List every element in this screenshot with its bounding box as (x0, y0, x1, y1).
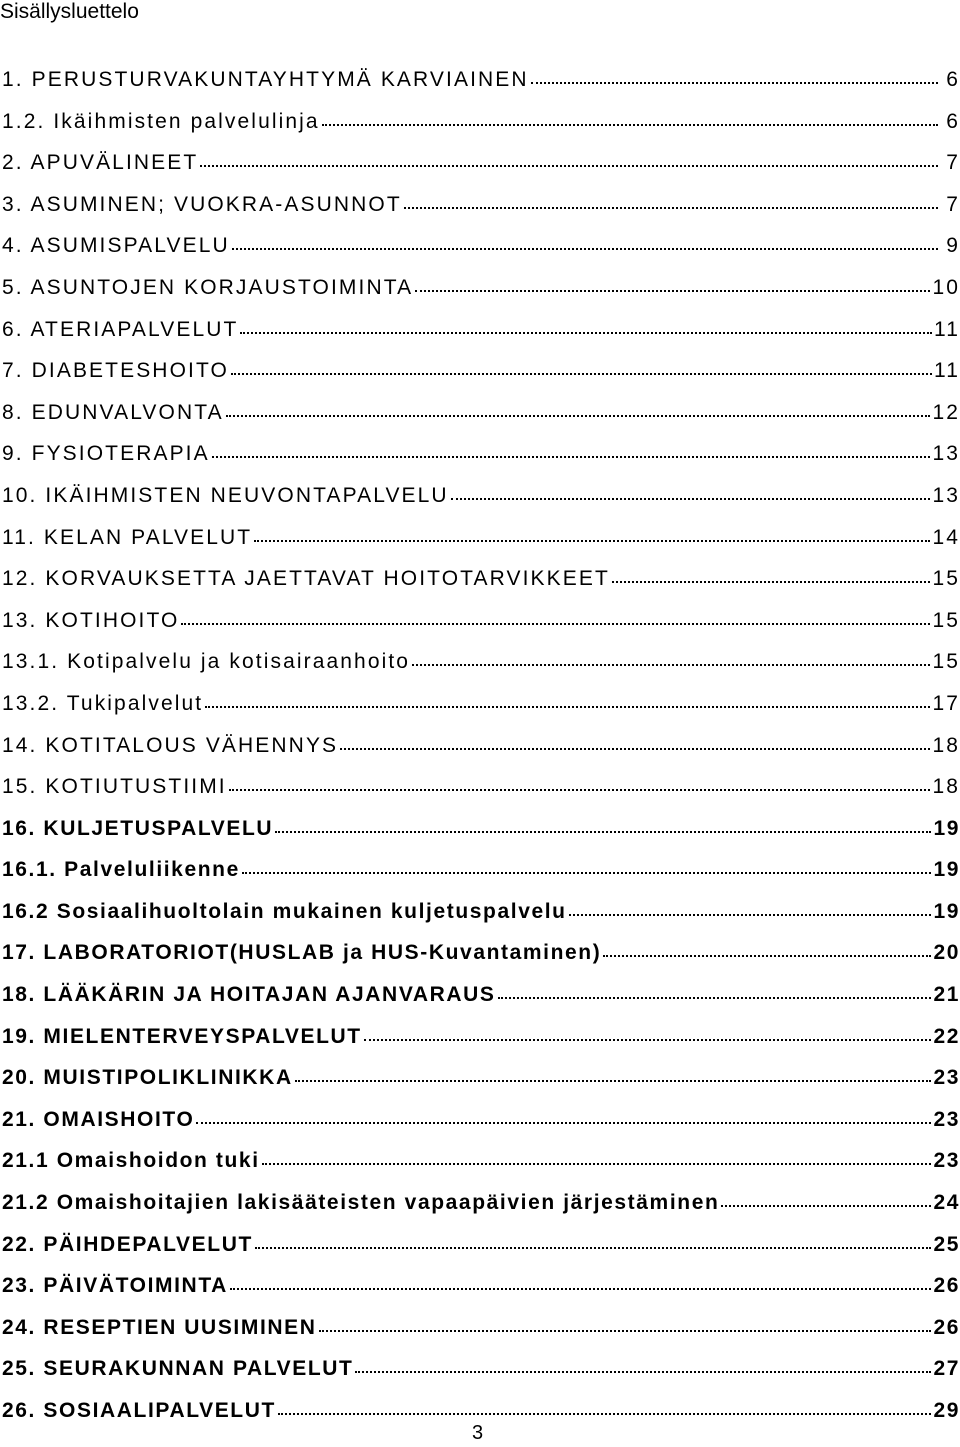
toc-entry-label: 16. KULJETUSPALVELU (2, 816, 274, 840)
toc-entry[interactable] (2, 689, 960, 731)
toc-entry-page: 20 (933, 941, 960, 965)
toc-entry-label: 1. PERUSTURVAKUNTAYHTYMÄ KARVIAINEN (2, 68, 529, 91)
dot-leader (242, 870, 932, 874)
toc-entry[interactable] (2, 564, 960, 606)
dot-leader (181, 621, 930, 625)
dot-leader (340, 746, 930, 750)
toc-entry-page: 17 (932, 691, 960, 715)
toc-entry-label: 11. KELAN PALVELUT (2, 525, 253, 549)
toc-entry[interactable] (2, 231, 960, 273)
toc-entry-page: 25 (933, 1232, 960, 1256)
toc-entry-label: 16.1. Palveluliikenne (2, 858, 240, 882)
toc-entry-label: 18. LÄÄKÄRIN JA HOITAJAN AJANVARAUS (2, 983, 496, 1007)
dot-leader (322, 122, 938, 126)
dot-leader (319, 1328, 932, 1332)
toc-entry[interactable] (2, 1271, 960, 1313)
toc-entry-label: 17. LABORATORIOT(HUSLAB ja HUS-Kuvantaminen) (2, 941, 602, 965)
toc-entry-page: 24 (933, 1191, 960, 1215)
toc-entry[interactable] (2, 273, 960, 315)
dot-leader (275, 829, 931, 833)
dot-leader (205, 704, 930, 708)
toc-entry[interactable] (2, 315, 960, 357)
toc-entry-page: 13 (932, 483, 960, 507)
toc-entry-label: 13.2. Tukipalvelut (2, 691, 204, 715)
toc-entry-page: 27 (933, 1357, 960, 1381)
toc-entry-label: 13.1. Kotipalvelu ja kotisairaanhoito (2, 650, 411, 674)
dot-leader (229, 787, 931, 791)
toc-entry-page: 23 (933, 1149, 960, 1173)
toc-entry[interactable] (2, 356, 960, 398)
toc-entry-label: 23. PÄIVÄTOIMINTA (2, 1274, 228, 1298)
toc-title: Sisällysluettelo (0, 0, 139, 23)
dot-leader (232, 246, 938, 250)
toc-entry-page: 19 (933, 858, 960, 882)
toc-entry[interactable] (2, 938, 960, 980)
dot-leader (226, 413, 931, 417)
toc-entry-label: 9. FYSIOTERAPIA (2, 442, 210, 466)
toc-entry-label: 19. MIELENTERVEYSPALVELUT (2, 1024, 362, 1048)
toc-entry-label: 22. PÄIHDEPALVELUT (2, 1232, 253, 1256)
toc-entry-page: 15 (932, 567, 960, 591)
dot-leader (295, 1078, 932, 1082)
toc-entry-label: 21.2 Omaishoitajien lakisääteisten vapaapäivien järjestäminen (2, 1191, 720, 1215)
toc-entry[interactable] (2, 1354, 960, 1396)
dot-leader (364, 1037, 932, 1041)
toc-entry[interactable] (2, 855, 960, 897)
toc-entry-page: 23 (933, 1066, 960, 1090)
dot-leader (531, 80, 938, 84)
toc-entry-label: 21. OMAISHOITO (2, 1107, 195, 1131)
toc-entry[interactable] (2, 523, 960, 565)
toc-entry-label: 24. RESEPTIEN UUSIMINEN (2, 1315, 317, 1339)
toc-entry[interactable] (2, 148, 960, 190)
toc-entry-label: 8. EDUNVALVONTA (2, 400, 224, 424)
toc-entry-label: 12. KORVAUKSETTA JAETTAVAT HOITOTARVIKKEET (2, 567, 610, 591)
toc-entry-label: 1.2. Ikäihmisten palvelulinja (2, 109, 320, 133)
toc-entry[interactable] (2, 107, 960, 149)
toc-entry-page: 23 (933, 1107, 960, 1131)
toc-entry[interactable] (2, 731, 960, 773)
toc-entry[interactable] (2, 1146, 960, 1188)
dot-leader (212, 454, 931, 458)
toc-entry-label: 13. KOTIHOITO (2, 608, 180, 632)
toc-entry[interactable] (2, 814, 960, 856)
toc-entry-page: 6 (946, 109, 960, 133)
toc-entry-page: 7 (946, 151, 960, 175)
toc-entry-page: 9 (946, 234, 960, 258)
toc-entry-page: 19 (933, 816, 960, 840)
toc-entry-label: 3. ASUMINEN; VUOKRA-ASUNNOT (2, 192, 402, 216)
toc-entry-label: 15. KOTIUTUSTIIMI (2, 775, 227, 799)
toc-entry[interactable] (2, 190, 960, 232)
dot-leader (230, 1286, 931, 1290)
dot-leader (231, 371, 932, 375)
dot-leader (262, 1161, 932, 1165)
dot-leader (196, 1120, 931, 1124)
toc-entry-page: 18 (932, 733, 960, 757)
dot-leader (603, 953, 931, 957)
toc-entry[interactable] (2, 980, 960, 1022)
dot-leader (498, 995, 932, 999)
dot-leader (451, 496, 931, 500)
toc-entry-label: 16.2 Sosiaalihuoltolain mukainen kuljetuspalvelu (2, 899, 567, 923)
toc-entry-page: 6 (946, 68, 960, 91)
dot-leader (721, 1203, 931, 1207)
toc-entry-label: 25. SEURAKUNNAN PALVELUT (2, 1357, 354, 1381)
toc-entry-page: 11 (934, 317, 960, 341)
toc-entry[interactable] (2, 1230, 960, 1272)
toc-entry[interactable] (2, 1022, 960, 1064)
toc-entry-page: 13 (932, 442, 960, 466)
toc-entry[interactable] (2, 647, 960, 689)
dot-leader (404, 205, 938, 209)
toc-entry[interactable] (2, 772, 960, 814)
toc-entry-page: 11 (934, 359, 960, 383)
toc-entry-label: 21.1 Omaishoidon tuki (2, 1149, 260, 1173)
dot-leader (240, 330, 932, 334)
toc-entry[interactable] (2, 481, 960, 523)
dot-leader (200, 163, 938, 167)
toc-entry-page: 12 (932, 400, 960, 424)
toc-entry-page: 29 (933, 1399, 960, 1422)
toc-entry[interactable] (2, 1188, 960, 1230)
dot-leader (255, 1245, 932, 1249)
toc-entry-page: 7 (946, 192, 960, 216)
dot-leader (415, 288, 930, 292)
toc-entry[interactable] (2, 1313, 960, 1355)
toc-entry-label: 5. ASUNTOJEN KORJAUSTOIMINTA (2, 275, 414, 299)
toc-entry-label: 26. SOSIAALIPALVELUT (2, 1399, 276, 1422)
toc-entry-page: 18 (932, 775, 960, 799)
toc-entry-label: 7. DIABETESHOITO (2, 359, 229, 383)
dot-leader (254, 538, 930, 542)
toc-entry-label: 10. IKÄIHMISTEN NEUVONTAPALVELU (2, 483, 449, 507)
toc-entry[interactable] (2, 439, 960, 481)
toc-entry[interactable] (2, 398, 960, 440)
toc-entry-page: 26 (933, 1315, 960, 1339)
toc-entry-label: 20. MUISTIPOLIKLINIKKA (2, 1066, 293, 1090)
toc-entry[interactable] (2, 65, 960, 107)
toc-entry-page: 21 (933, 983, 960, 1007)
toc-entry-label: 4. ASUMISPALVELU (2, 234, 230, 258)
toc-entry-page: 14 (932, 525, 960, 549)
toc-entry[interactable] (2, 1105, 960, 1147)
dot-leader (612, 579, 931, 583)
toc-entry-page: 15 (932, 650, 960, 674)
toc-entry-page: 10 (932, 275, 960, 299)
toc-entry-page: 26 (933, 1274, 960, 1298)
toc-entry-page: 22 (933, 1024, 960, 1048)
toc-entry-label: 6. ATERIAPALVELUT (2, 317, 239, 341)
page-number: 3 (472, 1422, 484, 1444)
toc-entry-label: 14. KOTITALOUS VÄHENNYS (2, 733, 339, 757)
toc-entry-page: 15 (932, 608, 960, 632)
dot-leader (412, 662, 930, 666)
toc-entry[interactable] (2, 606, 960, 648)
toc-entry[interactable] (2, 1063, 960, 1105)
table-of-contents (2, 65, 960, 1438)
dot-leader (278, 1411, 932, 1415)
dot-leader (355, 1369, 931, 1373)
toc-entry-page: 19 (933, 899, 960, 923)
dot-leader (569, 912, 932, 916)
toc-entry[interactable] (2, 897, 960, 939)
toc-entry-label: 2. APUVÄLINEET (2, 151, 199, 175)
